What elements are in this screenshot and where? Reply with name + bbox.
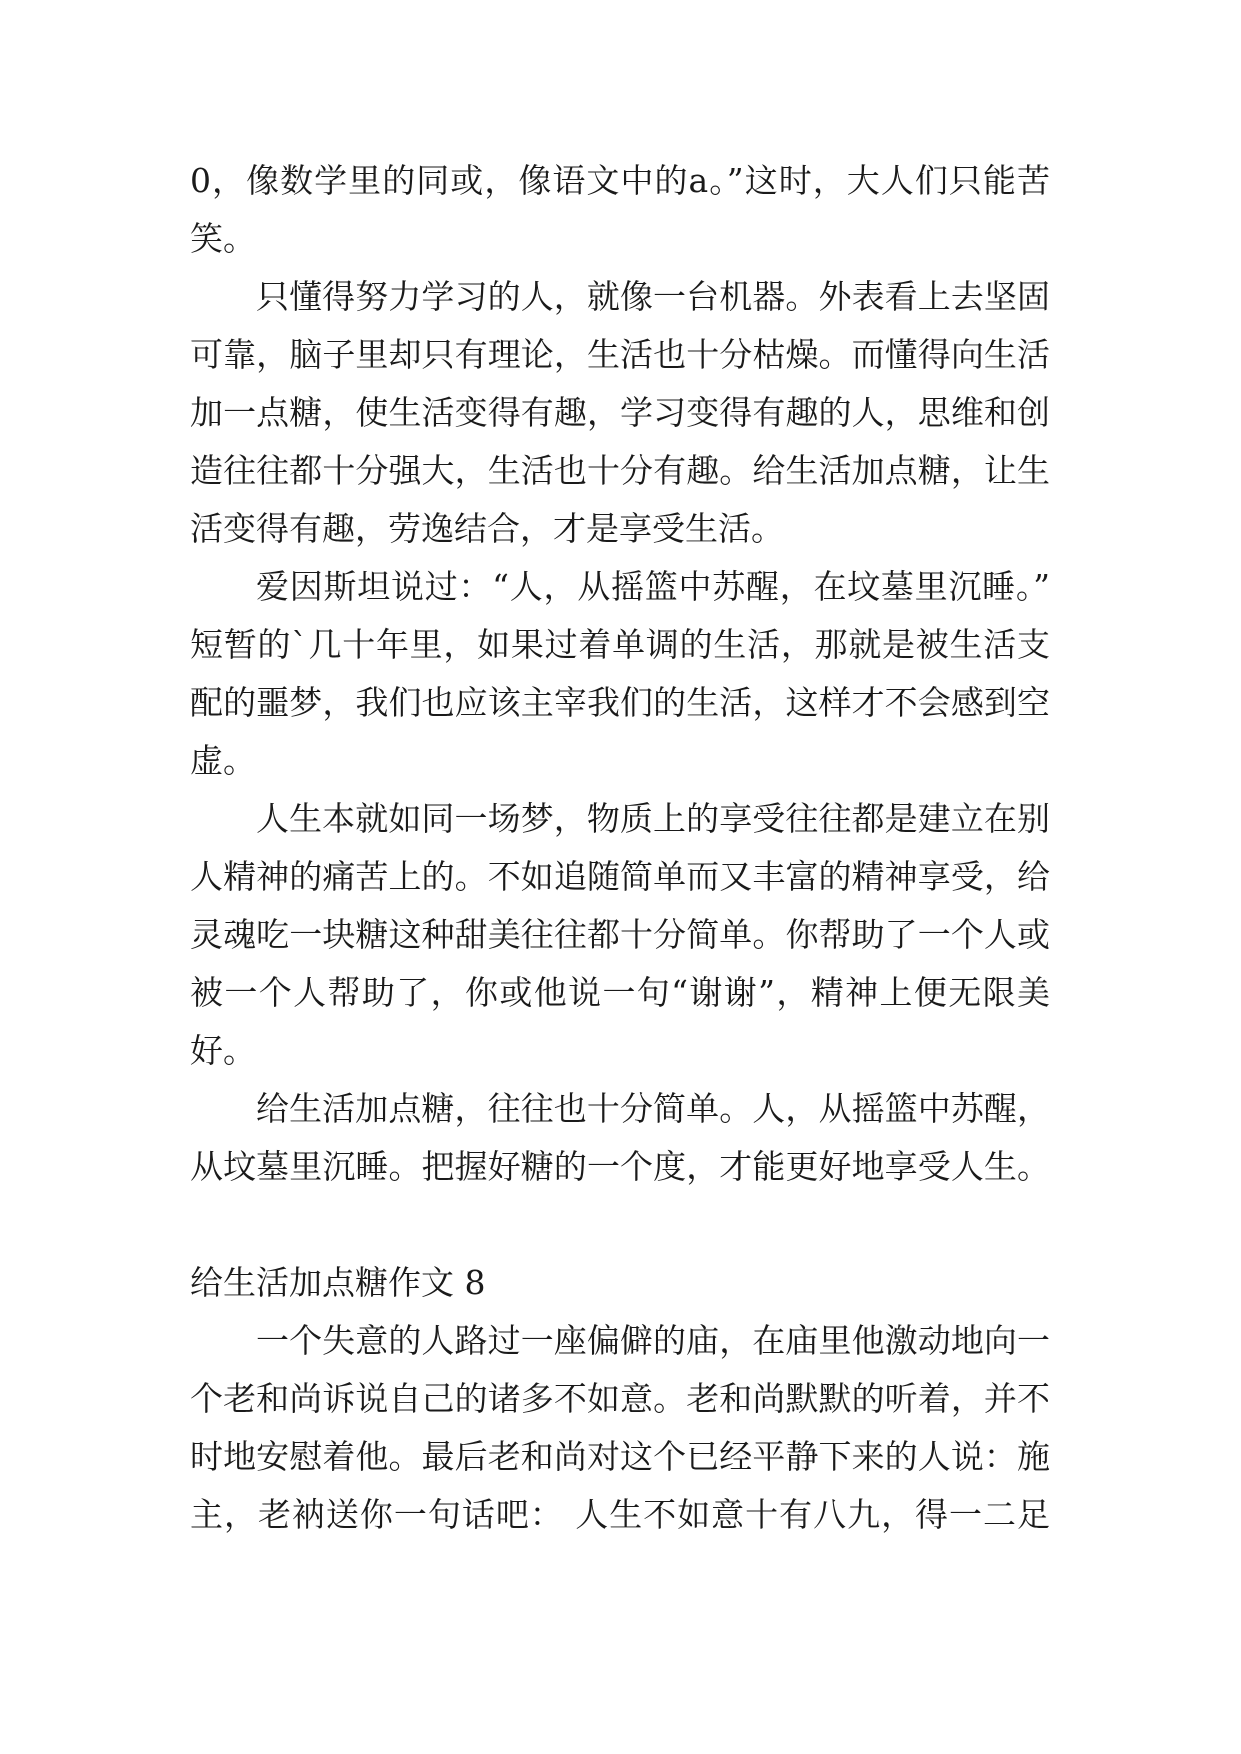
text-line: 短暂的`几十年里，如果过着单调的生活，那就是被生活支 bbox=[190, 625, 1050, 664]
section-spacer bbox=[190, 1196, 1050, 1254]
text-line: 从坟墓里沉睡。把握好糖的一个度，才能更好地享受人生。 bbox=[190, 1147, 1050, 1186]
text-line: 配的噩梦，我们也应该主宰我们的生活，这样才不会感到空 bbox=[190, 683, 1050, 722]
text-line: 加一点糖，使生活变得有趣，学习变得有趣的人，思维和创 bbox=[190, 393, 1050, 432]
text-line: 个老和尚诉说自己的诸多不如意。老和尚默默的听着，并不 bbox=[190, 1379, 1050, 1418]
text-line: 时地安慰着他。最后老和尚对这个已经平静下来的人说：施 bbox=[190, 1437, 1050, 1476]
paragraph-6 bbox=[190, 1312, 1050, 1544]
text-line: 活变得有趣，劳逸结合，才是享受生活。 bbox=[190, 509, 784, 548]
section-heading: 给生活加点糖作文 8 bbox=[190, 1263, 486, 1302]
paragraph-4 bbox=[190, 790, 1050, 1080]
text-line: 可靠，脑子里却只有理论，生活也十分枯燥。而懂得向生活 bbox=[190, 335, 1050, 374]
text-line: 爱因斯坦说过：“人，从摇篮中苏醒，在坟墓里沉睡。” bbox=[256, 567, 1050, 606]
text-line: 虚。 bbox=[190, 741, 256, 780]
paragraph-3 bbox=[190, 558, 1050, 790]
paragraph-2 bbox=[190, 268, 1050, 558]
text-line: 人精神的痛苦上的。不如追随简单而又丰富的精神享受，给 bbox=[190, 857, 1050, 896]
text-line: 人生本就如同一场梦，物质上的享受往往都是建立在别 bbox=[256, 799, 1050, 838]
text-line: 被一个人帮助了，你或他说一句“谢谢”，精神上便无限美 bbox=[190, 973, 1050, 1012]
text-line: 主，老衲送你一句话吧： 人生不如意十有八九，得一二足 bbox=[190, 1495, 1050, 1534]
text-line: 一个失意的人路过一座偏僻的庙，在庙里他激动地向一 bbox=[256, 1321, 1050, 1360]
document-body bbox=[190, 152, 1050, 1544]
paragraph-5 bbox=[190, 1080, 1050, 1196]
text-line: 灵魂吃一块糖这种甜美往往都十分简单。你帮助了一个人或 bbox=[190, 915, 1050, 954]
text-line: 好。 bbox=[190, 1031, 256, 1070]
paragraph-1 bbox=[190, 152, 1050, 268]
text-line: 只懂得努力学习的人，就像一台机器。外表看上去坚固 bbox=[256, 277, 1050, 316]
text-line: 造往往都十分强大，生活也十分有趣。给生活加点糖，让生 bbox=[190, 451, 1050, 490]
text-line: 0，像数学里的同或，像语文中的a。”这时，大人们只能苦 bbox=[190, 161, 1050, 200]
text-line: 给生活加点糖，往往也十分简单。人，从摇篮中苏醒， bbox=[256, 1089, 1050, 1128]
text-line: 笑。 bbox=[190, 219, 256, 258]
